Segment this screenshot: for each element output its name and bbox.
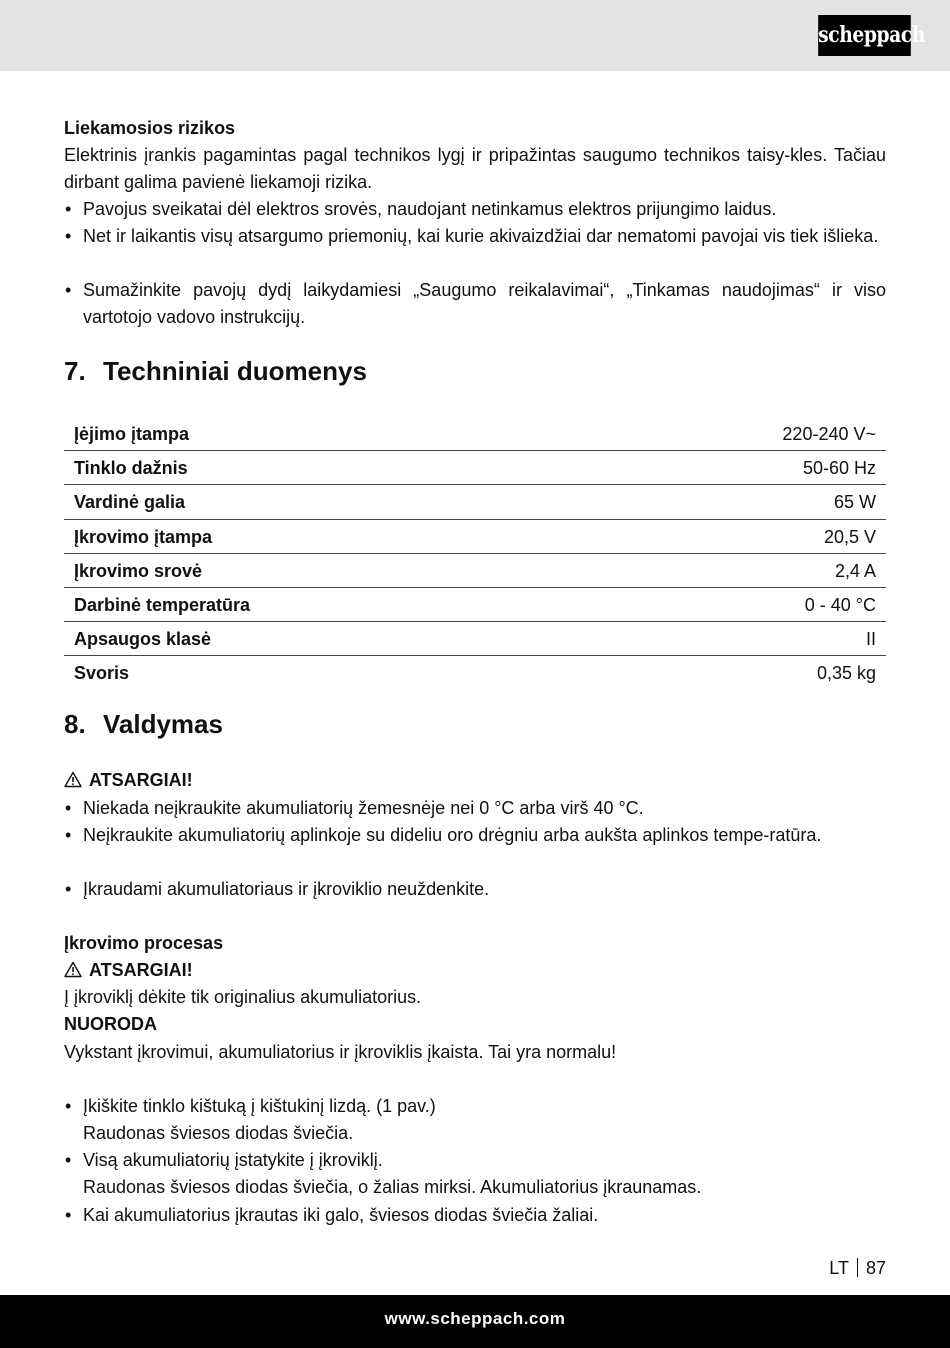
list-item: • Įkiškite tinklo kištuką į kištukinį lizdą. (1 pav.)	[64, 1093, 886, 1120]
table-row	[64, 417, 886, 451]
page-footer	[0, 1295, 950, 1348]
charging-title: Įkrovimo procesas	[64, 933, 224, 953]
row-label: Įkrovimo įtampa	[74, 526, 213, 547]
row-value: 65 W	[833, 492, 876, 513]
row-label: Apsaugos klasė	[74, 629, 212, 650]
website-url: www.scheppach.com	[384, 1309, 566, 1328]
list-item: • Įkraudami akumuliatoriaus ir įkroviklio neuždenkite.	[64, 876, 886, 903]
list-item: • Niekada neįkraukite akumuliatorių žemesnėje nei 0 °C arba virš 40 °C.	[64, 795, 886, 822]
list-item: • Neįkraukite akumuliatorių aplinkoje su dideliu oro drėgniu arba aukšta aplinkos tempe-ratūra.	[64, 822, 886, 849]
table-row	[64, 554, 886, 588]
residual-risks-title: Liekamosios rizikos	[64, 118, 236, 138]
page-header	[0, 0, 950, 71]
section-title: Techniniai duomenys	[103, 356, 367, 386]
row-value: 0 - 40 °C	[804, 594, 876, 615]
list-item: • Visą akumuliatorių įstatykite į įkroviklį.	[64, 1147, 886, 1174]
list-item-sub: Raudonas šviesos diodas šviečia, o žalias mirksi. Akumuliatorius įkraunamas.	[83, 1177, 702, 1197]
list-item: • Pavojus sveikatai dėl elektros srovės, naudojant netinkamus elektros prijungimo laidus.	[64, 196, 886, 223]
section-number: 8.	[64, 709, 86, 739]
row-label: Darbinė temperatūra	[74, 594, 251, 615]
language-code: LT	[829, 1258, 849, 1278]
section-title: Valdymas	[103, 709, 223, 739]
warning-triangle-icon	[64, 961, 82, 978]
residual-risks-intro: Elektrinis įrankis pagamintas pagal technikos lygį ir pripažintas saugumo technikos taisy-kles. Tačiau dirbant galima pavienė liekamoji rizika.	[64, 145, 886, 192]
table-row	[64, 622, 886, 656]
tech-data-table	[64, 417, 886, 691]
table-row	[64, 656, 886, 690]
caution-label: ATSARGIAI!	[89, 770, 193, 790]
section-heading-7	[64, 356, 367, 386]
row-label: Vardinė galia	[74, 492, 186, 513]
list-item: • Net ir laikantis visų atsargumo priemonių, kai kurie akivaizdžiai dar nematomi pavojai vis tiek išlieka.	[64, 223, 886, 250]
section-number: 7.	[64, 356, 86, 386]
caution-label: ATSARGIAI!	[89, 960, 193, 980]
row-value: 220-240 V~	[782, 424, 876, 444]
row-value: 0,35 kg	[816, 663, 876, 684]
caution-text: Į įkroviklį dėkite tik originalius akumuliatorius.	[64, 987, 422, 1007]
page-number	[829, 1256, 886, 1280]
table-row	[64, 520, 886, 554]
row-value: II	[865, 629, 876, 650]
section-heading-8	[64, 709, 223, 739]
table-row	[64, 451, 886, 485]
row-label: Tinklo dažnis	[74, 458, 188, 479]
caution-heading	[64, 767, 886, 794]
row-value: 2,4 A	[834, 560, 876, 581]
list-item-sub: Raudonas šviesos diodas šviečia.	[83, 1123, 354, 1143]
list-item: • Sumažinkite pavojų dydį laikydamiesi „Saugumo reikalavimai“, „Tinkamas naudojimas“ ir viso vartotojo vadovo instrukcijų.	[64, 277, 886, 331]
row-value: 50-60 Hz	[802, 458, 876, 479]
caution-heading	[64, 957, 886, 984]
note-text: Vykstant įkrovimui, akumuliatorius ir įkroviklis įkaista. Tai yra normalu!	[64, 1042, 617, 1062]
warning-triangle-icon	[64, 771, 82, 788]
page-number-value: 87	[865, 1258, 886, 1278]
table-row	[64, 485, 886, 519]
table-row	[64, 588, 886, 622]
note-label: NUORODA	[64, 1014, 157, 1034]
row-label: Svoris	[74, 663, 130, 684]
brand-logo: scheppach	[818, 15, 911, 56]
row-label: Įėjimo įtampa	[74, 424, 190, 444]
divider	[857, 1258, 858, 1277]
list-item: • Kai akumuliatorius įkrautas iki galo, šviesos diodas šviečia žaliai.	[64, 1202, 886, 1229]
row-value: 20,5 V	[823, 526, 876, 547]
row-label: Įkrovimo srovė	[74, 560, 203, 581]
